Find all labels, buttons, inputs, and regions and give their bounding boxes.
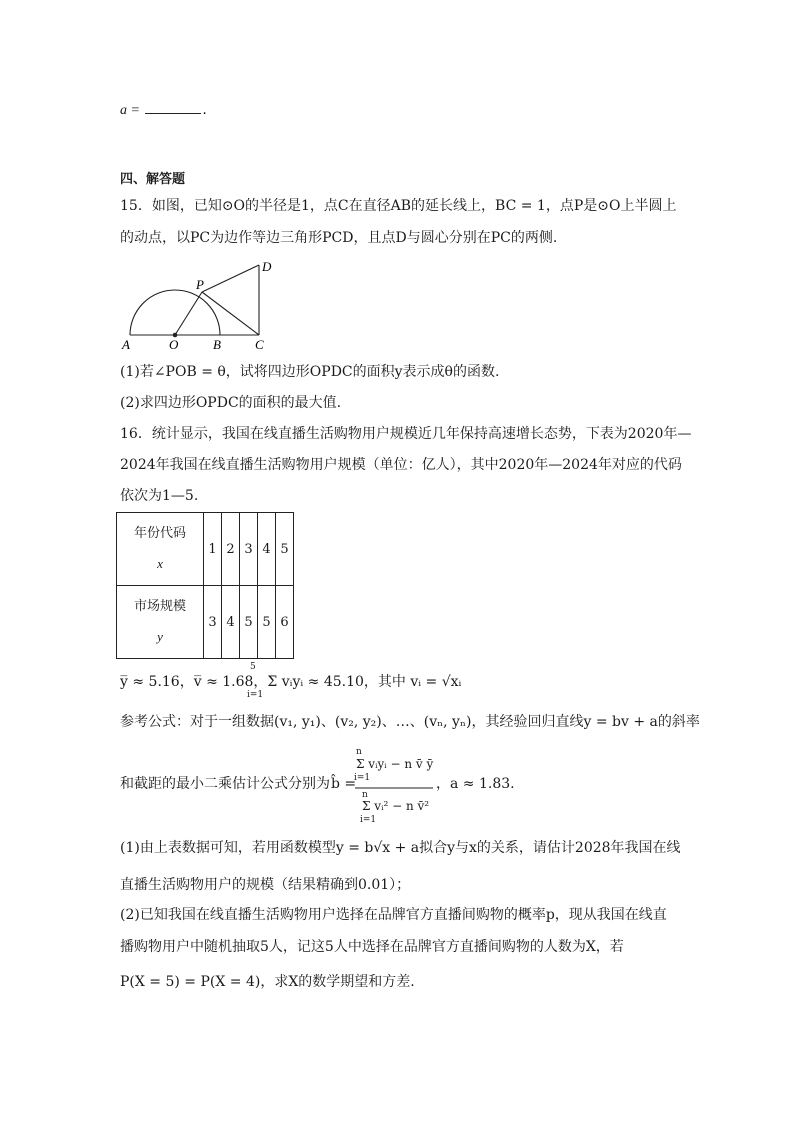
q15-part2: (2)求四边形OPDC的面积的最大值.	[120, 395, 342, 411]
table-cell: 4	[222, 586, 240, 659]
numerator-sum-top: n	[356, 747, 362, 757]
label-A: A	[122, 337, 130, 352]
q16-formula-prefix: 和截距的最小二乘估计公式分别为	[120, 776, 330, 792]
q16-line1: 16．统计显示，我国在线直播生活购物用户规模近几年保持高速增长态势，下表为2020年—	[120, 426, 692, 442]
q14-var: a =	[120, 103, 140, 118]
q16-line2: 2024年我国在线直播生活购物用户规模（单位：亿人），其中2020年—2024年对应的代码	[120, 457, 682, 473]
q15-part1: (1)若∠POB = θ，试将四边形OPDC的面积y表示成θ的函数.	[120, 364, 500, 380]
q15-line2: 的动点，以PC为边作等边三角形PCD，且点D与圆心分别在PC的两侧.	[120, 230, 558, 246]
label-C: C	[255, 337, 264, 352]
q16-part1-line1: (1)由上表数据可知，若用函数模型y = b√x + a拟合y与x的关系，请估计2028年我国在线	[120, 840, 681, 856]
table-row	[117, 586, 294, 659]
q16-data-table	[116, 512, 294, 659]
section-title: 四、解答题	[120, 172, 186, 187]
stats-sum-bottom: i=1	[247, 690, 264, 700]
stats-sum-top: 5	[250, 662, 256, 672]
table-cell: 2	[222, 513, 240, 586]
label-D: D	[262, 259, 272, 274]
table-cell: 5	[258, 586, 276, 659]
q16-formula-line1: 参考公式：对于一组数据(v₁, y₁)、(v₂, y₂)、…、(vₙ, yₙ)，其经验回归直线y = bv + a的斜率	[120, 714, 700, 730]
row2-header	[117, 586, 204, 659]
table-cell: 4	[258, 513, 276, 586]
row2-header-var: y	[157, 628, 163, 644]
denominator: Σ vᵢ² − n v̄²	[362, 799, 430, 813]
q14-answer-line	[120, 100, 207, 121]
q16-part2-line1: (2)已知我国在线直播生活购物用户选择在品牌官方直播间购物的概率p，现从我国在线直	[120, 907, 667, 923]
table-cell: 6	[276, 586, 294, 659]
label-P: P	[196, 277, 204, 292]
table-cell: 5	[240, 586, 258, 659]
q16-stats: y̅ ≈ 5.16，v̅ ≈ 1.68，Σ vᵢyᵢ ≈ 45.10，其中 vᵢ = √xᵢ	[120, 674, 462, 690]
row1-header	[117, 513, 204, 586]
answer-blank[interactable]	[145, 101, 201, 114]
formula-suffix: ，a ≈ 1.83.	[436, 776, 515, 792]
denominator-sum-top: n	[362, 790, 368, 800]
b-hat: b̂ =	[331, 776, 357, 792]
row2-header-text: 市场规模	[133, 598, 186, 614]
row1-header-var: x	[157, 555, 163, 571]
table-row	[117, 513, 294, 586]
table-cell: 5	[276, 513, 294, 586]
denominator-sum-bottom: i=1	[360, 815, 377, 825]
q16-line3: 依次为1—5.	[120, 488, 199, 504]
label-B: B	[213, 337, 221, 352]
row1-header-text: 年份代码	[133, 525, 186, 541]
table-cell: 3	[240, 513, 258, 586]
numerator-sum-bottom: i=1	[354, 773, 371, 783]
q14-end: .	[202, 102, 207, 118]
label-O: O	[169, 337, 179, 352]
q16-part2-line3: P(X = 5) = P(X = 4)，求X的数学期望和方差.	[120, 974, 415, 990]
numerator: Σ vᵢyᵢ − n v̄ ȳ	[356, 757, 434, 771]
table-cell: 1	[204, 513, 222, 586]
q16-part2-line2: 播购物用户中随机抽取5人，记这5人中选择在品牌官方直播间购物的人数为X，若	[120, 939, 624, 955]
q16-part1-line2: 直播生活购物用户的规模（结果精确到0.01）；	[120, 877, 411, 893]
q15-line1: 15．如图，已知⊙O的半径是1，点C在直径AB的延长线上，BC = 1，点P是⊙O上半圆上	[120, 198, 677, 214]
q15-geometry-figure	[116, 258, 316, 354]
table-cell: 3	[204, 586, 222, 659]
